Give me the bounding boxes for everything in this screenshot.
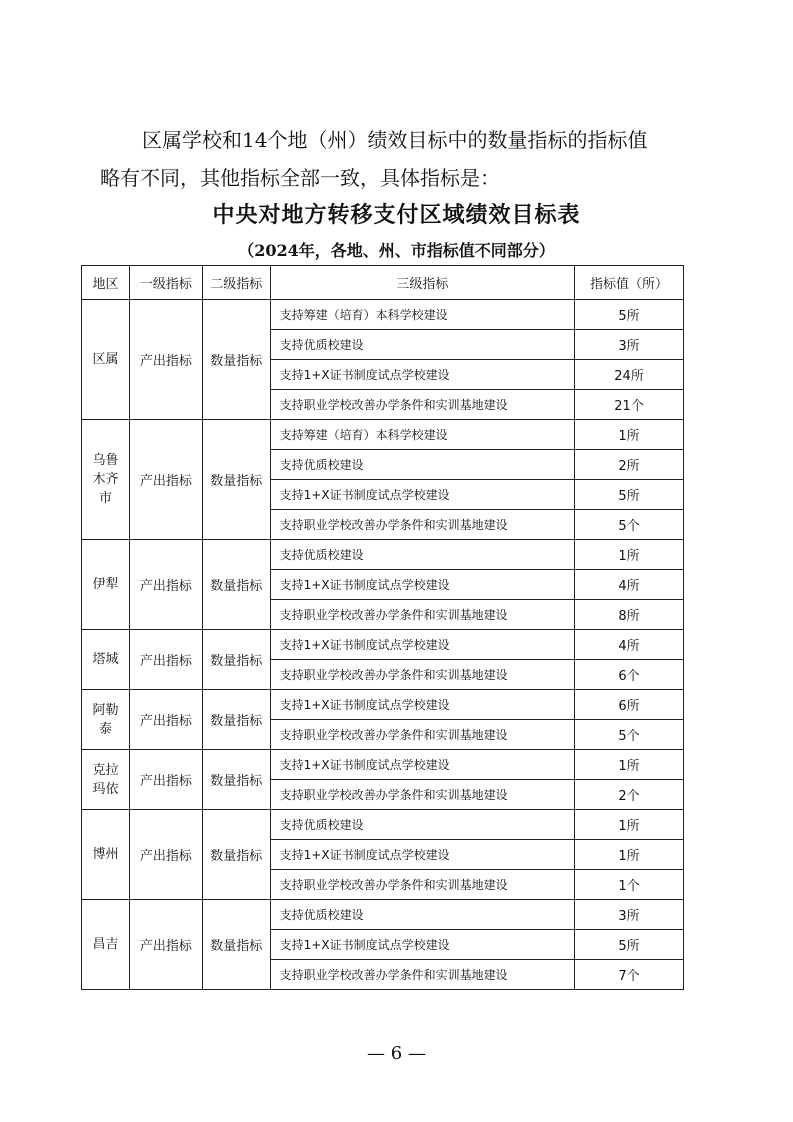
level3-indicator-cell: 支持优质校建设 bbox=[270, 810, 574, 840]
level1-cell: 产出指标 bbox=[129, 420, 202, 540]
header-level3: 三级指标 bbox=[270, 266, 574, 300]
region-line: 阿勒 bbox=[92, 702, 119, 718]
level1-cell: 产出指标 bbox=[129, 900, 202, 990]
indicator-value-cell: 6所 bbox=[575, 690, 684, 720]
level3-indicator-cell: 支持职业学校改善办学条件和实训基地建设 bbox=[270, 510, 574, 540]
indicator-value-cell: 7个 bbox=[575, 960, 684, 990]
level3-indicator-cell: 支持1+X证书制度试点学校建设 bbox=[270, 570, 574, 600]
indicator-value-cell: 5个 bbox=[575, 510, 684, 540]
region-line: 市 bbox=[98, 491, 112, 506]
level3-indicator-cell: 支持职业学校改善办学条件和实训基地建设 bbox=[270, 390, 574, 420]
header-level1: 一级指标 bbox=[129, 266, 202, 300]
table-row bbox=[82, 690, 684, 720]
performance-target-table bbox=[81, 265, 684, 990]
table-row bbox=[82, 900, 684, 930]
table-subtitle: （2024年，各地、州、市指标值不同部分） bbox=[238, 241, 555, 260]
page-number: — 6 — bbox=[367, 1043, 426, 1064]
region-line: 伊犁 bbox=[92, 577, 119, 592]
region-line: 区属 bbox=[92, 352, 119, 367]
header-level2: 二级指标 bbox=[202, 266, 270, 300]
indicator-value-cell: 2个 bbox=[575, 780, 684, 810]
level3-indicator-cell: 支持优质校建设 bbox=[270, 330, 574, 360]
level3-indicator-cell: 支持优质校建设 bbox=[270, 450, 574, 480]
level2-cell: 数量指标 bbox=[202, 630, 270, 690]
intro-line-2: 略有不同，其他指标全部一致，具体指标是： bbox=[100, 166, 500, 190]
indicator-value-cell: 21个 bbox=[575, 390, 684, 420]
indicator-value-cell: 5所 bbox=[575, 480, 684, 510]
level3-indicator-cell: 支持1+X证书制度试点学校建设 bbox=[270, 630, 574, 660]
level2-cell: 数量指标 bbox=[202, 900, 270, 990]
level3-indicator-cell: 支持1+X证书制度试点学校建设 bbox=[270, 750, 574, 780]
region-cell bbox=[82, 540, 130, 630]
region-line: 玛依 bbox=[92, 781, 119, 797]
level3-indicator-cell: 支持筹建（培育）本科学校建设 bbox=[270, 300, 574, 330]
level3-indicator-cell: 支持职业学校改善办学条件和实训基地建设 bbox=[270, 660, 574, 690]
level3-indicator-cell: 支持职业学校改善办学条件和实训基地建设 bbox=[270, 960, 574, 990]
table-body bbox=[82, 300, 684, 990]
level2-cell: 数量指标 bbox=[202, 540, 270, 630]
level1-cell: 产出指标 bbox=[129, 300, 202, 420]
region-cell bbox=[82, 690, 130, 750]
table-row bbox=[82, 540, 684, 570]
header-region: 地区 bbox=[82, 266, 130, 300]
level3-indicator-cell: 支持职业学校改善办学条件和实训基地建设 bbox=[270, 600, 574, 630]
level3-indicator-cell: 支持1+X证书制度试点学校建设 bbox=[270, 360, 574, 390]
region-line: 乌鲁 bbox=[92, 453, 119, 468]
header-value: 指标值（所） bbox=[575, 266, 684, 300]
indicator-value-cell: 6个 bbox=[575, 660, 684, 690]
table-row bbox=[82, 420, 684, 450]
level3-indicator-cell: 支持1+X证书制度试点学校建设 bbox=[270, 930, 574, 960]
indicator-value-cell: 5所 bbox=[575, 300, 684, 330]
indicator-value-cell: 3所 bbox=[575, 900, 684, 930]
level1-cell: 产出指标 bbox=[129, 690, 202, 750]
region-cell bbox=[82, 750, 130, 810]
region-cell bbox=[82, 420, 130, 540]
indicator-value-cell: 1所 bbox=[575, 420, 684, 450]
indicator-value-cell: 8所 bbox=[575, 600, 684, 630]
indicator-value-cell: 1个 bbox=[575, 870, 684, 900]
indicator-value-cell: 1所 bbox=[575, 840, 684, 870]
indicator-value-cell: 1所 bbox=[575, 750, 684, 780]
table-row bbox=[82, 810, 684, 840]
level3-indicator-cell: 支持1+X证书制度试点学校建设 bbox=[270, 690, 574, 720]
table-row bbox=[82, 300, 684, 330]
table-title: 中央对地方转移支付区域绩效目标表 bbox=[212, 202, 581, 228]
level2-cell: 数量指标 bbox=[202, 300, 270, 420]
level1-cell: 产出指标 bbox=[129, 750, 202, 810]
intro-paragraph bbox=[100, 121, 700, 197]
level3-indicator-cell: 支持优质校建设 bbox=[270, 540, 574, 570]
indicator-value-cell: 4所 bbox=[575, 630, 684, 660]
level3-indicator-cell: 支持优质校建设 bbox=[270, 900, 574, 930]
indicator-value-cell: 24所 bbox=[575, 360, 684, 390]
indicator-value-cell: 5所 bbox=[575, 930, 684, 960]
region-line: 泰 bbox=[98, 721, 112, 737]
region-cell bbox=[82, 900, 130, 990]
region-line: 木齐 bbox=[92, 472, 119, 487]
level1-cell: 产出指标 bbox=[129, 810, 202, 900]
level3-indicator-cell: 支持筹建（培育）本科学校建设 bbox=[270, 420, 574, 450]
indicator-value-cell: 4所 bbox=[575, 570, 684, 600]
table-row bbox=[82, 750, 684, 780]
region-cell bbox=[82, 300, 130, 420]
table-row bbox=[82, 630, 684, 660]
intro-line-1: 区属学校和14个地（州）绩效目标中的数量指标的指标值 bbox=[142, 128, 648, 152]
indicator-value-cell: 1所 bbox=[575, 810, 684, 840]
level3-indicator-cell: 支持1+X证书制度试点学校建设 bbox=[270, 840, 574, 870]
indicator-value-cell: 1所 bbox=[575, 540, 684, 570]
level2-cell: 数量指标 bbox=[202, 750, 270, 810]
level3-indicator-cell: 支持职业学校改善办学条件和实训基地建设 bbox=[270, 870, 574, 900]
indicator-value-cell: 2所 bbox=[575, 450, 684, 480]
level1-cell: 产出指标 bbox=[129, 630, 202, 690]
level3-indicator-cell: 支持职业学校改善办学条件和实训基地建设 bbox=[270, 780, 574, 810]
level2-cell: 数量指标 bbox=[202, 810, 270, 900]
indicator-value-cell: 5个 bbox=[575, 720, 684, 750]
level3-indicator-cell: 支持1+X证书制度试点学校建设 bbox=[270, 480, 574, 510]
region-line: 昌吉 bbox=[92, 937, 119, 952]
region-line: 博州 bbox=[92, 847, 119, 862]
level3-indicator-cell: 支持职业学校改善办学条件和实训基地建设 bbox=[270, 720, 574, 750]
region-cell bbox=[82, 810, 130, 900]
region-cell bbox=[82, 630, 130, 690]
level2-cell: 数量指标 bbox=[202, 690, 270, 750]
region-line: 塔城 bbox=[92, 652, 119, 667]
table-header-row bbox=[82, 266, 684, 300]
level1-cell: 产出指标 bbox=[129, 540, 202, 630]
level2-cell: 数量指标 bbox=[202, 420, 270, 540]
region-line: 克拉 bbox=[92, 762, 119, 778]
indicator-value-cell: 3所 bbox=[575, 330, 684, 360]
